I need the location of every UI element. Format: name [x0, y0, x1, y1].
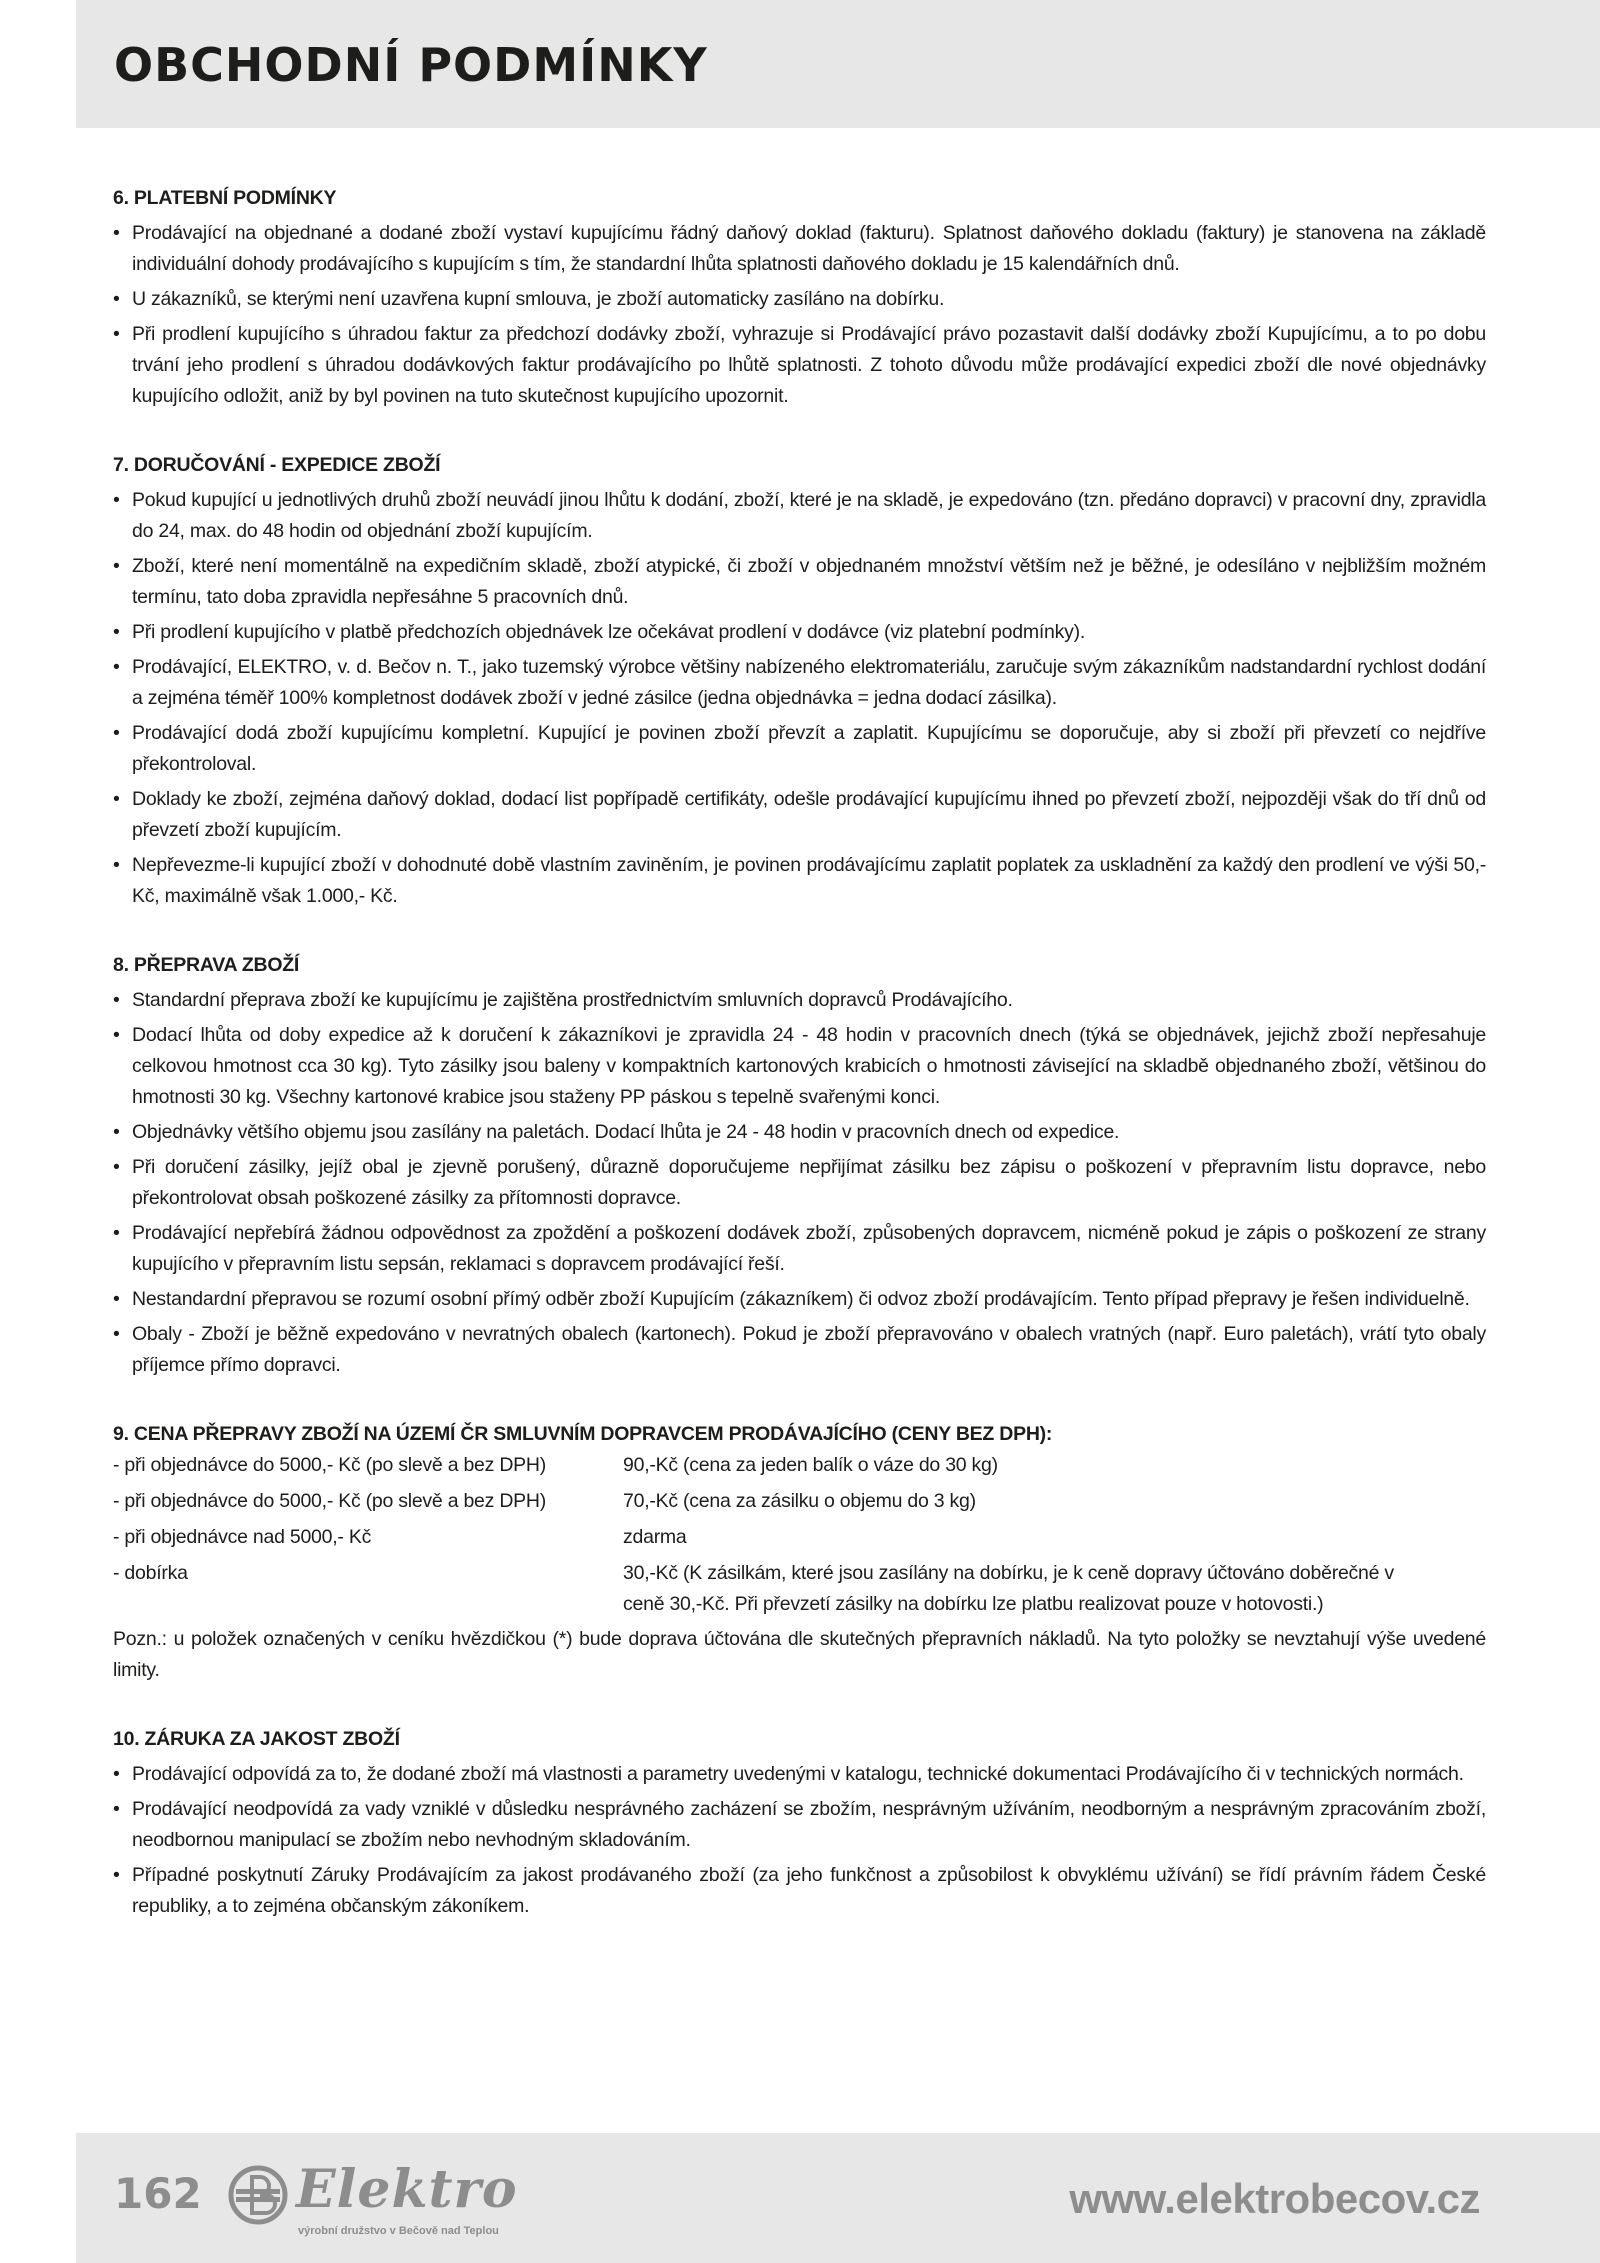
- section-heading: 9. CENA PŘEPRAVY ZBOŽÍ NA ÚZEMÍ ČR SMLUVNÍM DOPRAVCEM PRODÁVAJÍCÍHO (CENY BEZ DPH):: [113, 1423, 1053, 1445]
- section-payment-terms: [113, 183, 1486, 412]
- price-condition: - při objednávce nad 5000,- Kč: [113, 1526, 372, 1548]
- list-item: • Při doručení zásilky, jejíž obal je zjevně porušený, důrazně doporučujeme nepřijímat zásilku bez zápisu o poškození v přepravním listu dopravce, nebo překontrolovat obsah poškozené zásilky za přítomnosti dopravce.: [113, 1152, 1486, 1214]
- list-item: • Zboží, které není momentálně na expedičním skladě, zboží atypické, či zboží v objednaném množství větším než je běžné, je odesíláno v nejbližším možném termínu, tato doba zpravidla nepřesáhne 5 pracovních dnů.: [113, 551, 1486, 613]
- price-value: zdarma: [623, 1526, 687, 1548]
- section-heading: 7. DORUČOVÁNÍ - EXPEDICE ZBOŽÍ: [113, 454, 441, 476]
- list-item: • Objednávky většího objemu jsou zasílány na paletách. Dodací lhůta je 24 - 48 hodin v pracovních dnech od expedice.: [113, 1117, 1486, 1148]
- logo-text: Elektro: [296, 2159, 518, 2220]
- list-item: • Při prodlení kupujícího v platbě předchozích objednávek lze očekávat prodlení v dodávce (viz platební podmínky).: [113, 617, 1486, 648]
- page-number: 162: [114, 2169, 202, 2218]
- list-item: • Prodávající neodpovídá za vady vzniklé v důsledku nesprávného zacházení se zbožím, nesprávným užíváním, neodborným a nesprávným zpracováním zboží, neodbornou manipulací se zbožím nebo nevhodným skladováním.: [113, 1794, 1486, 1856]
- list-item: • U zákazníků, se kterými není uzavřena kupní smlouva, je zboží automaticky zasíláno na dobírku.: [113, 284, 1486, 315]
- list-item: • Nestandardní přepravou se rozumí osobní přímý odběr zboží Kupujícím (zákazníkem) či odvoz zboží prodávajícím. Tento případ přepravy je řešen individuelně.: [113, 1284, 1486, 1315]
- terms-content: [113, 183, 1486, 1960]
- price-condition: - při objednávce do 5000,- Kč (po slevě a bez DPH): [113, 1490, 546, 1512]
- price-value: 90,-Kč (cena za jeden balík o váze do 30 kg): [623, 1454, 998, 1476]
- list-item: • Při prodlení kupujícího s úhradou faktur za předchozí dodávky zboží, vyhrazuje si Prodávající právo pozastavit další dodávky zboží Kupujícímu, a to po dobu trvání jeho prodlení s úhradou dodávkových faktur prodávajícího po lhůtě splatnosti. Z tohoto důvodu může prodávající expedici zboží dle nové objednávky kupujícího odložit, aniž by byl povinen na tuto skutečnost kupujícího upozornit.: [113, 319, 1486, 412]
- elektro-logo: [226, 2157, 616, 2247]
- elektro-emblem-icon: [226, 2163, 290, 2227]
- section-heading: 10. ZÁRUKA ZA JAKOST ZBOŽÍ: [113, 1728, 400, 1750]
- header-band: [76, 0, 1600, 128]
- section-shipping-prices: [113, 1419, 1486, 1686]
- section-transport: [113, 950, 1486, 1381]
- section-delivery: [113, 450, 1486, 912]
- price-value: 30,-Kč (K zásilkám, které jsou zasílány na dobírku, je k ceně dopravy účtováno doběrečné v ceně 30,-Kč. Při převzetí zásilky na dobírku lze platbu realizovat pouze v hotovosti.): [623, 1562, 1394, 1615]
- list-item: • Doklady ke zboží, zejména daňový doklad, dodací list popřípadě certifikáty, odešle prodávající kupujícímu ihned po převzetí zboží, nejpozději však do tří dnů od převzetí zboží kupujícím.: [113, 784, 1486, 846]
- page-title: OBCHODNÍ PODMÍNKY: [114, 38, 708, 92]
- shipping-note: Pozn.: u položek označených v ceníku hvězdičkou (*) bude doprava účtována dle skutečných přepravních nákladů. Na tyto položky se nevztahují výše uvedené limity.: [113, 1628, 1486, 1681]
- bullet-list: [113, 985, 1486, 1381]
- bullet-list: [113, 218, 1486, 412]
- price-row: [113, 1486, 1486, 1517]
- logo-tagline: výrobní družstvo v Bečově nad Teplou: [298, 2225, 499, 2237]
- list-item: • Prodávající nepřebírá žádnou odpovědnost za zpoždění a poškození dodávek zboží, způsobených dopravcem, nicméně pokud je zápis o poškození ze strany kupujícího v přepravním listu sepsán, reklamaci s dopravcem prodávající řeší.: [113, 1218, 1486, 1280]
- price-row: [113, 1522, 1486, 1553]
- bullet-list: [113, 485, 1486, 912]
- list-item: • Standardní přeprava zboží ke kupujícímu je zajištěna prostřednictvím smluvních dopravců Prodávajícího.: [113, 985, 1486, 1016]
- list-item: • Dodací lhůta od doby expedice až k doručení k zákazníkovi je zpravidla 24 - 48 hodin v pracovních dnech (týká se objednávek, jejichž zboží nepřesahuje celkovou hmotnost cca 30 kg). Tyto zásilky jsou baleny v kompaktních kartonových krabicích o hmotnosti závisející na skladbě objednaného zboží, většinou do hmotnosti 30 kg. Všechny kartonové krabice jsou staženy PP páskou s tepelně svařenými konci.: [113, 1020, 1486, 1113]
- list-item: • Nepřevezme-li kupující zboží v dohodnuté době vlastním zaviněním, je povinen prodávajícímu zaplatit poplatek za uskladnění za každý den prodlení ve výši 50,- Kč, maximálně však 1.000,- Kč.: [113, 850, 1486, 912]
- section-warranty: [113, 1724, 1486, 1922]
- list-item: • Případné poskytnutí Záruky Prodávajícím za jakost prodávaného zboží (za jeho funkčnost a způsobilost k obvyklému užívání) se řídí právním řádem České republiky, a to zejména občanským zákoníkem.: [113, 1860, 1486, 1922]
- list-item: • Obaly - Zboží je běžně expedováno v nevratných obalech (kartonech). Pokud je zboží přepravováno v obalech vratných (např. Euro paletách), vrátí tyto obaly příjemce přímo dopravci.: [113, 1319, 1486, 1381]
- bullet-list: [113, 1759, 1486, 1922]
- list-item: • Prodávající, ELEKTRO, v. d. Bečov n. T., jako tuzemský výrobce většiny nabízeného elektromateriálu, zaručuje svým zákazníkům nadstandardní rychlost dodání a zejména téměř 100% kompletnost dodávek zboží v jedné zásilce (jedna objednávka = jedna dodací zásilka).: [113, 652, 1486, 714]
- price-row: [113, 1558, 1486, 1620]
- website-link[interactable]: www.elektrobecov.cz: [1069, 2175, 1480, 2222]
- section-heading: 6. PLATEBNÍ PODMÍNKY: [113, 187, 337, 209]
- price-condition: - při objednávce do 5000,- Kč (po slevě a bez DPH): [113, 1454, 546, 1476]
- list-item: • Prodávající na objednané a dodané zboží vystaví kupujícímu řádný daňový doklad (fakturu). Splatnost daňového dokladu (faktury) je stanovena na základě individuální dohody prodávajícího s kupujícím s tím, že standardní lhůta splatnosti daňového dokladu je 15 kalendářních dnů.: [113, 218, 1486, 280]
- footer-band: [76, 2133, 1600, 2263]
- list-item: • Pokud kupující u jednotlivých druhů zboží neuvádí jinou lhůtu k dodání, zboží, které je na skladě, je expedováno (tzn. předáno dopravci) v pracovní dny, zpravidla do 24, max. do 48 hodin od objednání zboží kupujícím.: [113, 485, 1486, 547]
- price-row: [113, 1450, 1486, 1481]
- list-item: • Prodávající odpovídá za to, že dodané zboží má vlastnosti a parametry uvedenými v katalogu, technické dokumentaci Prodávajícího či v technických normách.: [113, 1759, 1486, 1790]
- list-item: • Prodávající dodá zboží kupujícímu kompletní. Kupující je povinen zboží převzít a zaplatit. Kupujícímu se doporučuje, aby si zboží při převzetí co nejdříve překontroloval.: [113, 718, 1486, 780]
- price-value: 70,-Kč (cena za zásilku o objemu do 3 kg): [623, 1490, 976, 1512]
- price-condition: - dobírka: [113, 1562, 188, 1584]
- section-heading: 8. PŘEPRAVA ZBOŽÍ: [113, 954, 300, 976]
